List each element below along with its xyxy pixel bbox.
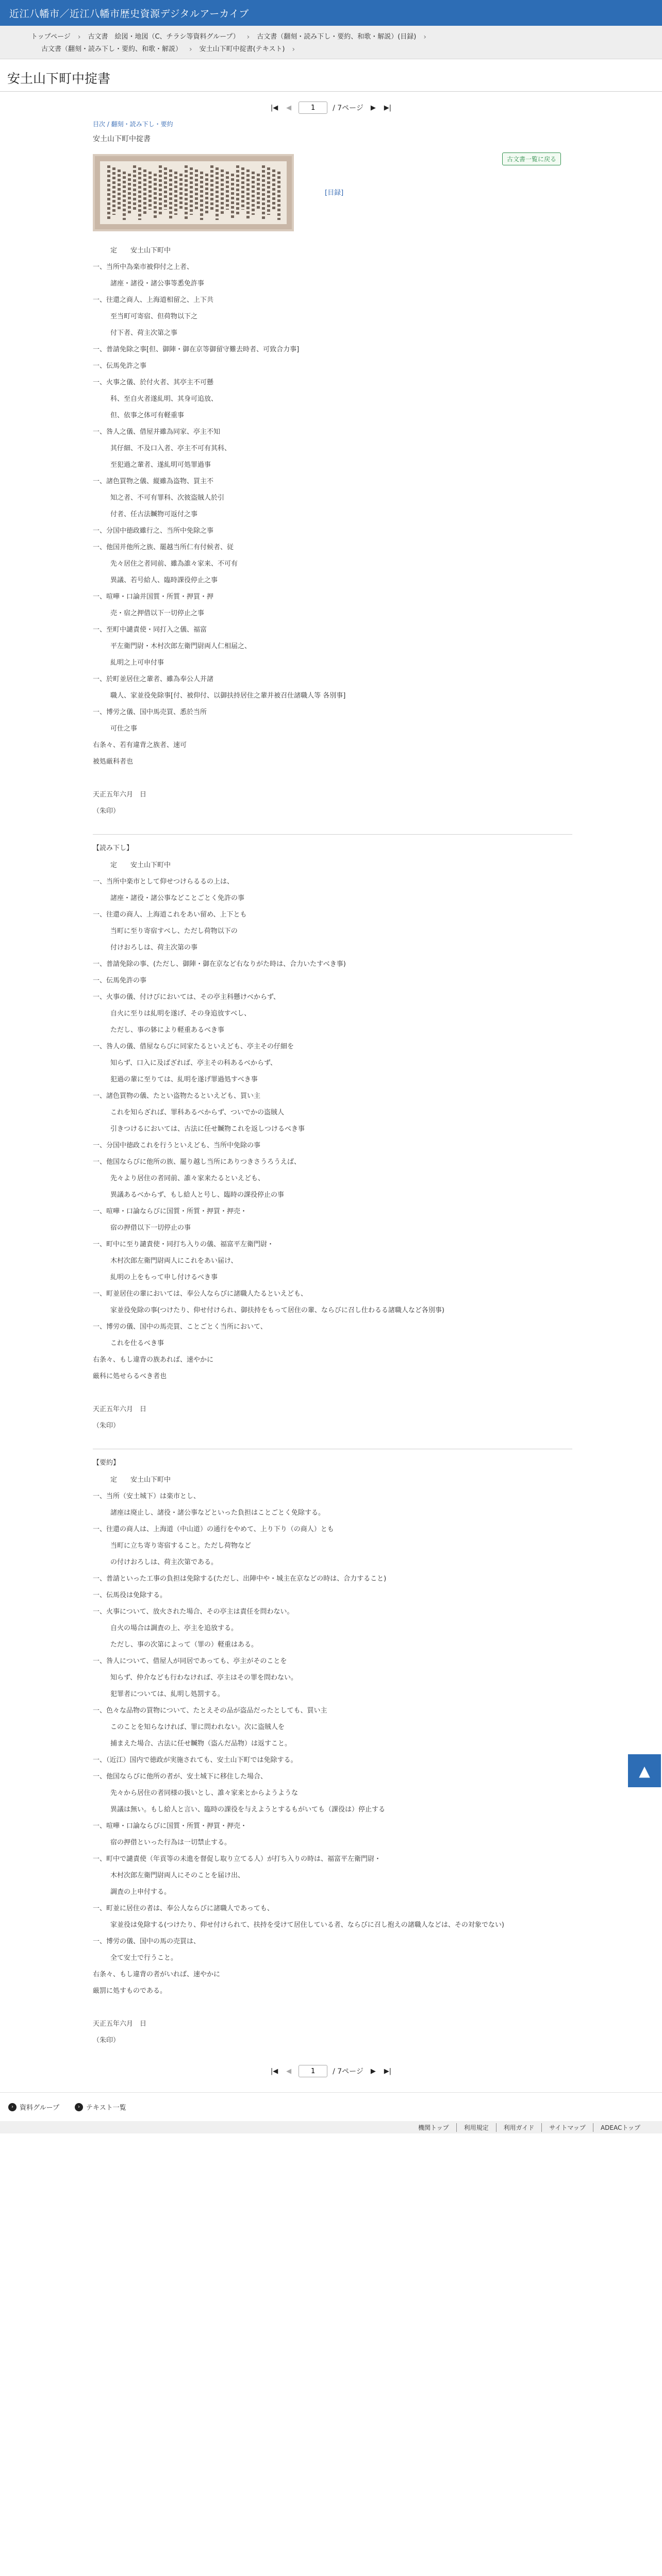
text-line: 異議は無い。もし給人と言い、臨時の課役を与えようとするもがいても（課役は）停止する [110,1806,386,1814]
chevron-right-icon: › [292,45,295,54]
text-line: 定 安土山下町中 [110,1476,171,1484]
text-line: 一、伝馬役は免除する。 [93,1591,167,1599]
text-line: 捕まえた場合、古法に任せ贓物（盗んだ品物）は返すこと。 [110,1740,292,1748]
footer-link-guide[interactable]: 利用ガイド [496,2123,542,2132]
text-line: 一、往還の商人は、上海道（中山道）の通行をやめて、上り下り（の商人）とも [93,1526,334,1533]
text-line: 一、喧嘩・口論ならびに国質・所質・押買・押売・ [93,1208,247,1215]
text-line: 付下者、荷主次第之事 [110,329,178,337]
calligraphy-stroke [112,167,115,215]
content-path[interactable]: 目次 / 翻刻・読み下し・要約 [93,121,173,128]
text-line: これを知らざれば、罪科あるべからず、ついでかの盗賊人 [110,1109,284,1116]
calligraphy-stroke [205,174,208,215]
calligraphy-stroke [241,167,244,210]
text-line: 一、喧嘩・口論ならびに国質・所質・押買・押売・ [93,1822,247,1830]
text-line: 知之者、不可有罪科、次彼盗賊人於引 [110,494,225,502]
text-line: 一、伝馬免許之事 [93,362,147,370]
text-line: の付けおろしは、荷主次第である。 [110,1558,218,1566]
text-line: （朱印） [93,1422,120,1430]
footer-link-terms[interactable]: 利用規定 [456,2123,496,2132]
calligraphy-stroke [154,174,157,220]
text-line: 先々居住之者同前、雖為誰々家来、不可有 [110,560,238,568]
text-line: 天正五年六月 日 [93,1405,147,1413]
text-line: ただし、事の躰により軽重あるべき事 [110,1026,225,1034]
breadcrumb [0,26,662,59]
text-line: 右条々、若有違背之族者、速可 [93,741,187,749]
text-line: 諸座・諸役・諸公事等悉免許事 [110,280,205,287]
text-line: 定 安土山下町中 [110,247,171,255]
prev-page-icon[interactable]: ◀ [286,104,292,112]
calligraphy-stroke [169,170,172,220]
page-total-label: / 7ページ [333,2067,363,2076]
footer-links [0,2121,662,2133]
page-title: 安土山下町中掟書 [7,71,111,86]
text-line: 一、（近江）国内で徳政が実施されても、安土山下町では免除する。 [93,1756,297,1764]
text-line: 天正五年六月 日 [93,791,147,799]
calligraphy-stroke [267,167,270,215]
calligraphy-stroke [216,167,219,220]
breadcrumb-item[interactable] [200,43,295,56]
text-line: 犯罪者については、糺明し処罰する。 [110,1690,224,1698]
text-line: 天正五年六月 日 [93,2020,147,2028]
text-line: このことを知らなければ、罪に問われない。次に盗賊人を [110,1723,285,1731]
text-line: 一、普請といった工事の負担は免除する(ただし、出陣中や・城主在京などの時は、合力すること) [93,1575,387,1583]
text-line: 一、色々な品物の買物について、たとえその品が盗品だったとしても、買い主 [93,1707,327,1715]
text-line [93,1385,572,1401]
text-line: 一、往還の商人、上海道これをあい留め、上下とも [93,911,247,919]
document-subtitle: 安土山下町中掟書 [93,135,151,143]
text-line: （朱印） [93,2037,120,2044]
text-line: 家並役は免除する(つけたり、仰せ付けられて、扶持を受けて居住している者、ならびに召し抱えの諸職人などは、その対象でない) [110,1921,504,1929]
text-line: （朱印） [93,807,120,815]
last-page-icon[interactable]: ▶| [384,2067,392,2075]
calligraphy-stroke [185,165,188,220]
text-line: 一、町並居住の輩においては、奉公人ならびに諸職人たるといえども、 [93,1290,308,1298]
text-line [93,1999,572,2016]
text-line: 定 安土山下町中 [110,861,171,869]
top-pager [0,99,662,116]
calligraphy-stroke [107,165,110,220]
calligraphy-stroke [143,170,146,215]
text-line: 一、伝馬免許の事 [93,977,147,985]
next-page-icon[interactable]: ▶ [370,104,376,112]
text-line: 一、町中に至り譴責使・同打ち入りの儀、福富平左衛門尉・ [93,1241,274,1248]
calligraphy-stroke [226,172,229,210]
text-line [93,770,572,787]
text-line: 可仕之事 [110,725,138,733]
breadcrumb-item[interactable] [31,31,80,43]
summary-label: 【要約】 [93,1459,120,1467]
text-line: 但、依事之体可有軽重事 [110,412,185,419]
calligraphy-stroke [272,170,275,210]
calligraphy-stroke [190,167,193,215]
reading-section [93,857,572,1434]
text-line: 付けおろしは、荷主次第の事 [110,944,198,952]
text-line: 一、当所中楽市として仰せつけらるるの上は、 [93,878,234,886]
text-line: 一、咎人について、借屋人が同居であっても、亭主がそのことを [93,1657,287,1665]
text-line: 一、他国ならびに他所の族、罷り越し当所にありつきさうろうえば、 [93,1158,301,1166]
text-line: 一、火事之儀、於付火者、其亭主不可懸 [93,379,214,386]
text-line: 厳科に処せらるべき者也 [93,1372,167,1380]
footer-tabs [0,2092,662,2112]
text-line: 一、諸色買物之儀、縦雖為盗物、買主不 [93,478,214,485]
title-divider [0,91,662,92]
text-line: 職人、家並役免除事[付、被仰付、以御扶持居住之輩并被召仕諸職人等 各別事] [110,692,346,700]
calligraphy-stroke [133,165,136,210]
text-line: 犯過の輩に至りては、糺明を遂げ罪過処すべき事 [110,1076,258,1083]
text-line: 糺明の上をもって申し付けるべき事 [110,1274,218,1281]
chevron-right-icon: › [77,33,81,41]
footer-tab-groups[interactable] [8,2102,59,2112]
footer-tab-label: 資料グループ [20,2104,59,2112]
chevron-right-icon: › [189,45,192,54]
text-line: 知らず、仲介なども行わなければ、亭主はその罪を問わない。 [110,1674,297,1682]
text-line: 一、当所中為楽市被仰付之上者、 [93,263,194,271]
text-line: 当町に立ち寄り寄宿すること。ただし荷物など [110,1542,252,1550]
text-line: 宿の押借といった行為は一切禁止する。 [110,1839,231,1846]
breadcrumb-item[interactable] [257,31,426,43]
breadcrumb-label: 安土山下町中掟書(テキスト) [199,45,285,53]
text-line: 異議、若号給人、臨時課役停止之事 [110,577,218,584]
text-line: 一、咎人之儀、借屋并雖為同家、亭主不知 [93,428,221,436]
text-line: 一、町中で譴責使（年貢等の未進を督促し取り立てる人）が打ち入りの時は、福富平左衛門尉・ [93,1855,382,1863]
page-total-label: / 7ページ [333,104,363,112]
text-line: 一、当所（安土城下）は楽市とし、 [93,1493,201,1500]
text-line: 付者、任古法贓物可返付之事 [110,511,198,518]
text-line: 一、町並に居住の者は、奉公人ならびに諸職人であっても、 [93,1905,274,1912]
text-line: 一、普請免除之事[但、御陣・御在京等御留守難去時者、可致合力事] [93,346,300,353]
calligraphy-stroke [210,165,213,210]
text-line: 一、分国中徳政雖行之、当所中免除之事 [93,527,214,535]
footer-tab-label: テキスト一覧 [86,2104,126,2112]
site-title[interactable]: 近江八幡市／近江八幡市歴史資源デジタルアーカイブ [9,8,249,20]
text-line: 木村次郎左衛門尉両人にこれをあい届け、 [110,1257,238,1265]
text-line: 右条々、もし違背の者がいれば、速やかに [93,1971,221,1978]
calligraphy-stroke [159,165,162,215]
calligraphy-stroke [231,174,234,220]
bottom-pager [0,2062,662,2080]
text-line: 自火の場合は調査の上、亭主を追放する。 [110,1624,238,1632]
footer-tab-texts[interactable] [75,2102,126,2112]
footer-link-adeac-top[interactable]: ADEACトップ [593,2123,648,2132]
calligraphy-stroke [277,172,280,220]
footer-link-sitemap[interactable]: サイトマップ [541,2123,593,2132]
text-line: 一、火事の儀、付けびにおいては、その亭主科懸けべからず、 [93,993,280,1001]
calligraphy-stroke [236,165,239,215]
chevron-right-icon: › [246,33,250,41]
text-line: 右条々、もし違背の族あれば、速やかに [93,1356,214,1364]
calligraphy-stroke [174,172,177,215]
prev-page-icon[interactable]: ◀ [286,2067,292,2075]
calligraphy-stroke [221,170,224,215]
page-number-input[interactable] [299,2065,327,2077]
text-line: 木村次郎左衛門尉両人にそのことを届け出、 [110,1872,245,1879]
breadcrumb-item[interactable] [41,43,192,56]
site-header [0,0,662,26]
text-line: 平左衛門尉・木村次郎左衛門尉両人仁相届之、 [110,642,252,650]
text-line: 一、博労の儀、国中の馬の売買は、 [93,1938,201,1945]
text-line: これを仕るべき事 [110,1340,164,1347]
text-line: 当町に至り寄宿すべし、ただし荷物以下の [110,927,238,935]
breadcrumb-label: 古文書（翻刻・読み下し・要約、和歌・解説）(目録) [257,33,417,41]
text-line: 家並役免除の事(つけたり、仰せ付けられ、御扶持をもって居住の輩、ならびに召し仕わるる諸職人など各別事) [110,1307,444,1314]
calligraphy-stroke [138,167,141,220]
back-to-list-button[interactable]: 古文書一覧に戻る [502,152,561,165]
text-line: 其仔細、不及口入者、亭主不可有其科、 [110,445,231,452]
text-line: 諸座・諸役・諸公事などことごとく免許の事 [110,894,245,902]
calligraphy-stroke [118,170,121,210]
text-line: 売・宿之押借以下一切停止之事 [110,609,205,617]
calligraphy-stroke [179,174,183,210]
reading-label: 【読み下し】 [93,844,134,852]
first-page-icon[interactable]: |◀ [270,104,278,112]
text-line: 諸座は廃止し、諸役・諸公事などといった負担はことごとく免除する。 [110,1509,325,1517]
text-line: 一、喧嘩・口論并国質・所質・押買・押 [93,593,214,601]
chevron-right-icon: › [423,33,426,41]
page-number-input[interactable] [299,101,327,114]
calligraphy-stroke [195,170,198,210]
calligraphy-stroke [128,174,131,215]
text-line: 知らず、口入に及ばざれば、亭主その科あるべからず、 [110,1059,277,1067]
text-line: 一、他国并他所之族、罷越当所仁有付候者、従 [93,544,234,551]
text-line: 一、諸色買物の儀、たとい盗物たるといえども、買い主 [93,1092,261,1100]
calligraphy-stroke [123,172,126,220]
text-line: 先々から居住の者同様の扱いとし、誰々家来とからようような [110,1789,299,1797]
calligraphy-stroke [252,172,255,215]
back-to-top-icon[interactable]: ▲ [628,1754,661,1787]
text-line: 一、普請免除の事、(ただし、御陣・御在京など右なりがた時は、合力いたすべき事) [93,960,346,968]
next-page-icon[interactable]: ▶ [370,2067,376,2075]
first-page-icon[interactable]: |◀ [270,2067,278,2075]
catalog-link[interactable]: [目録] [325,189,344,197]
breadcrumb-label: 古文書 絵図・地図（C、チラシ等資料グループ） [88,33,240,41]
text-line: 調査の上申付する。 [110,1888,171,1896]
calligraphy-stroke [200,172,203,220]
footer-link-org-top[interactable]: 機関トップ [418,2124,449,2131]
text-line: 引きつけるにおいては、古法に任せ贓物これを返しつけるべき事 [110,1125,305,1133]
text-line: 糺明之上可申付事 [110,659,164,667]
main-content [93,120,572,2049]
breadcrumb-item[interactable] [88,31,250,43]
text-line: 一、至町中譴責使・同打入之儀、福富 [93,626,207,634]
section-divider [93,834,572,835]
text-line: 一、火事について、放火された場合、その亭主は責任を問わない。 [93,1608,294,1616]
text-line: 一、分国中徳政これを行うといえども、当所中免除の事 [93,1142,261,1149]
text-line: 一、於町並居住之輩者、雖為奉公人并諸 [93,675,214,683]
text-line: 全て安土で行うこと。 [110,1954,178,1962]
text-line: 異議あるべからず、もし給人と号し、臨時の課役停止の事 [110,1191,284,1199]
text-line: 一、博労の儀、国中の馬売買、ことごとく当所において、 [93,1323,267,1331]
breadcrumb-label: トップページ [31,33,71,41]
transcription-section [93,243,572,820]
text-line: 一、他国ならびに他所の者が、安土城下に移住した場合、 [93,1773,268,1781]
calligraphy-stroke [148,172,152,210]
text-line: 先々より居住の者同前、誰々家来たるといえども、 [110,1175,265,1182]
text-line: 至当町可寄宿、但荷物以下之 [110,313,198,320]
text-line: 被処厳科者也 [93,758,134,766]
calligraphy-stroke [257,174,260,210]
calligraphy-stroke [246,170,250,220]
chevron-right-icon: › [8,2103,16,2111]
calligraphy-stroke [164,167,167,210]
breadcrumb-label: 古文書（翻刻・読み下し・要約、和歌・解説） [41,45,183,53]
text-line: 一、往還之商人、上海道相留之、上下共 [93,296,214,304]
text-line: 厳罰に処すものである。 [93,1987,167,1995]
text-line: 一、咎人の儀、借屋ならびに同家たるといえども、亭主その仔細を [93,1043,294,1050]
chevron-right-icon: › [75,2103,83,2111]
last-page-icon[interactable]: ▶| [384,104,392,112]
document-thumbnail[interactable] [93,154,294,231]
text-line: 宿の押借以下一切停止の事 [110,1224,191,1232]
text-line: 至犯過之輩者、遂糺明可処罪過事 [110,461,211,469]
summary-section [93,1472,572,2049]
text-line: ただし、事の次第によって（罪の）軽重はある。 [110,1641,258,1649]
text-line: 一、博労之儀、国中馬売買、悉於当所 [93,708,207,716]
calligraphy-stroke [262,165,265,220]
text-line: 自火に至りは糺明を遂げ、その身追放すべし、 [110,1010,251,1018]
text-line: 科、至自火者遂糺明、其身可追放、 [110,395,218,403]
